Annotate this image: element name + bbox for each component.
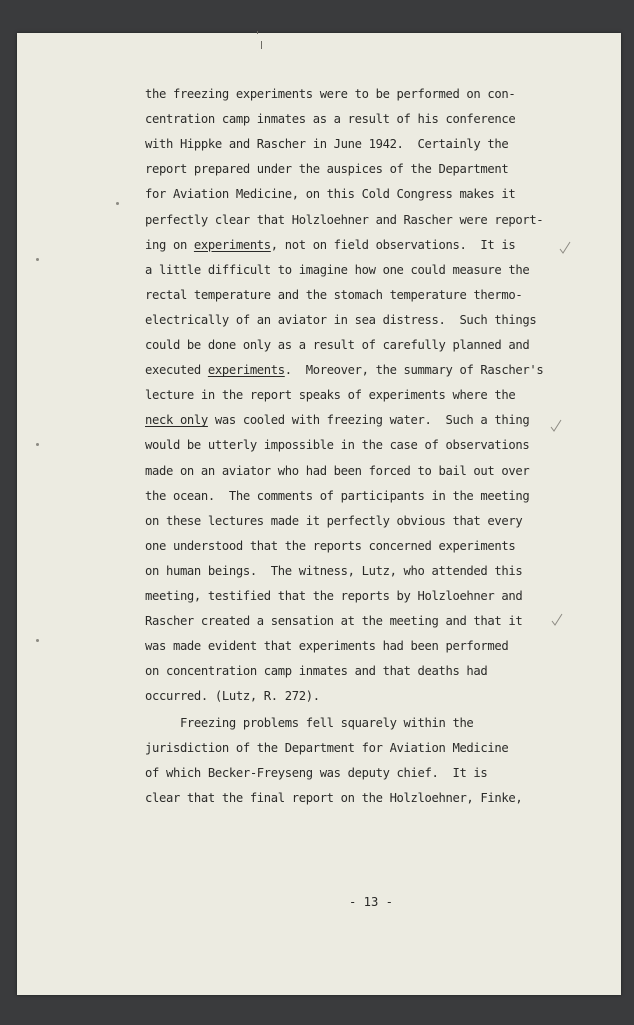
text-line: rectal temperature and the stomach temperature thermo- xyxy=(145,287,523,302)
margin-dot xyxy=(116,202,119,205)
text-line: lecture in the report speaks of experiments where the xyxy=(145,388,516,403)
text-line: jurisdiction of the Department for Aviation Medicine xyxy=(145,740,509,755)
text-line: on human beings. The witness, Lutz, who attended this xyxy=(145,563,523,578)
top-tick-mark xyxy=(261,41,262,49)
text-line: ing on experiments, not on field observations. It is xyxy=(145,237,516,252)
document-page xyxy=(17,33,621,995)
text-line: Freezing problems fell squarely within the xyxy=(145,715,474,730)
text-line: executed experiments. Moreover, the summary of Rascher's xyxy=(145,363,544,378)
margin-dot xyxy=(36,639,39,642)
text-line: would be utterly impossible in the case of observations xyxy=(145,438,530,453)
text-line: clear that the final report on the Holzloehner, Finke, xyxy=(145,790,523,805)
text-line: Rascher created a sensation at the meeting and that it xyxy=(145,614,523,629)
text-line: centration camp inmates as a result of his conference xyxy=(145,112,516,127)
underlined-word: neck only xyxy=(145,413,208,428)
top-tick-mark xyxy=(257,31,258,34)
text-line: was made evident that experiments had been performed xyxy=(145,639,509,654)
pencil-check-mark-icon xyxy=(559,241,571,255)
text-line: perfectly clear that Holzloehner and Rascher were report- xyxy=(145,212,544,227)
text-line: for Aviation Medicine, on this Cold Congress makes it xyxy=(145,187,516,202)
text-line: made on an aviator who had been forced to bail out over xyxy=(145,463,530,478)
text-line: electrically of an aviator in sea distress. Such things xyxy=(145,312,537,327)
text-line: on concentration camp inmates and that deaths had xyxy=(145,664,488,679)
margin-dot xyxy=(36,258,39,261)
page-number: - 13 - xyxy=(349,895,394,909)
text-line: could be done only as a result of carefully planned and xyxy=(145,338,530,352)
underlined-word: experiments xyxy=(207,363,285,378)
text-line: the freezing experiments were to be performed on con- xyxy=(145,87,516,101)
text-line: report prepared under the auspices of the Department xyxy=(145,162,509,177)
text-line: meeting, testified that the reports by Holzloehner and xyxy=(145,589,523,603)
text-line: a little difficult to imagine how one could measure the xyxy=(145,262,530,277)
text-line: one understood that the reports concerned experiments xyxy=(145,538,516,553)
text-line: occurred. (Lutz, R. 272). xyxy=(145,689,320,704)
margin-dot xyxy=(36,443,39,446)
underlined-word: experiments xyxy=(193,237,271,252)
text-line: on these lectures made it perfectly obvious that every xyxy=(145,513,523,528)
text-line: the ocean. The comments of participants in the meeting xyxy=(145,488,530,503)
text-line: with Hippke and Rascher in June 1942. Certainly the xyxy=(145,137,509,152)
pencil-check-mark-icon xyxy=(551,613,563,627)
text-line: of which Becker-Freyseng was deputy chief. It is xyxy=(145,765,488,780)
text-line: neck only was cooled with freezing water. Such a thing xyxy=(145,413,530,428)
pencil-check-mark-icon xyxy=(550,419,562,433)
